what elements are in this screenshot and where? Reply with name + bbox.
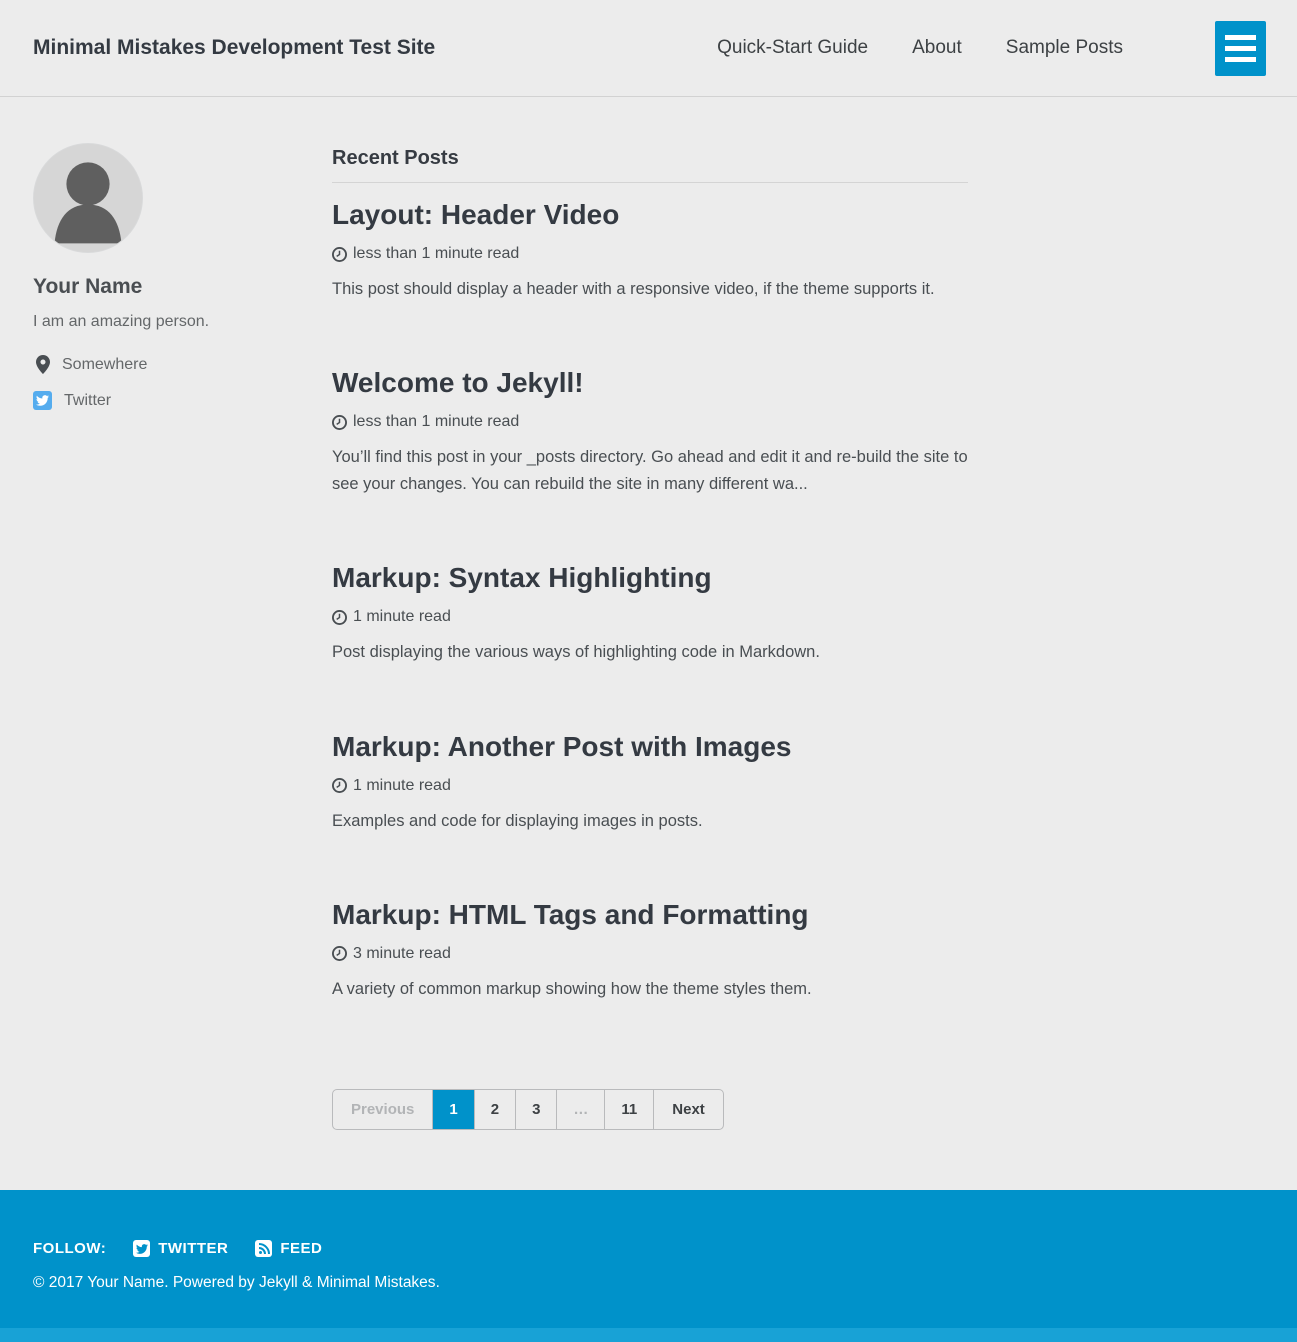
copyright-mid: & <box>297 1274 317 1292</box>
post-entry <box>332 731 968 834</box>
author-bio: I am an amazing person. <box>33 313 210 330</box>
pagination <box>332 1089 724 1130</box>
pagination-ellipsis: … <box>557 1090 605 1129</box>
page-footer <box>0 1190 1297 1328</box>
post-title-link[interactable]: Markup: HTML Tags and Formatting <box>332 898 809 930</box>
pagination-page-2[interactable]: 2 <box>475 1090 516 1129</box>
recent-posts-heading: Recent Posts <box>332 147 968 183</box>
copyright <box>33 1274 1297 1292</box>
copyright-prefix: © 2017 Your Name. Powered by <box>33 1274 259 1292</box>
clock-icon <box>332 610 347 625</box>
person-silhouette-icon <box>34 144 142 252</box>
masthead-nav <box>717 21 1266 76</box>
pagination-page-11[interactable]: 11 <box>605 1090 654 1129</box>
read-time: 1 minute read <box>353 776 451 794</box>
post-excerpt: Examples and code for displaying images in posts. <box>332 811 703 830</box>
author-sidebar <box>0 97 300 427</box>
location-label: Somewhere <box>62 355 148 373</box>
post-meta <box>332 413 968 431</box>
post-excerpt: This post should display a header with a responsive video, if the theme supports it. <box>332 280 935 298</box>
post-title-link[interactable]: Layout: Header Video <box>332 199 620 230</box>
twitter-square-icon <box>133 1240 150 1257</box>
clock-icon <box>332 778 347 793</box>
post-entry <box>332 899 968 1002</box>
hamburger-menu-button[interactable] <box>1215 21 1266 76</box>
footer-twitter-label: TWITTER <box>158 1240 229 1258</box>
author-location <box>33 355 300 374</box>
nav-link-quick-start-guide[interactable]: Quick-Start Guide <box>717 37 869 58</box>
masthead <box>0 0 1297 97</box>
post-meta <box>332 608 968 626</box>
location-pin-icon <box>36 355 50 374</box>
author-links <box>33 355 300 410</box>
clock-icon <box>332 946 347 961</box>
post-entry <box>332 367 968 497</box>
hamburger-icon <box>1225 35 1256 40</box>
read-time: 3 minute read <box>353 944 451 962</box>
post-excerpt: You’ll find this post in your _posts directory. Go ahead and edit it and re-build the site to see your changes. You can rebuild the site in many different wa... <box>332 448 968 493</box>
read-time: less than 1 minute read <box>353 413 520 431</box>
post-excerpt: Post displaying the various ways of highlighting code in Markdown. <box>332 643 820 662</box>
rss-square-icon <box>255 1240 272 1257</box>
main-content <box>300 97 1000 1190</box>
post-title-link[interactable]: Markup: Syntax Highlighting <box>332 562 712 594</box>
post-title-link[interactable]: Markup: Another Post with Images <box>332 730 792 762</box>
clock-icon <box>332 415 347 430</box>
pagination-page-3[interactable]: 3 <box>516 1090 557 1129</box>
copyright-suffix: . <box>435 1274 440 1292</box>
page-body <box>0 97 1297 1190</box>
author-twitter-link[interactable] <box>33 391 300 410</box>
footer-bottom-strip <box>0 1328 1297 1342</box>
follow-label: FOLLOW: <box>33 1240 107 1258</box>
footer-twitter-link[interactable] <box>133 1240 228 1257</box>
post-meta <box>332 945 968 963</box>
read-time: 1 minute read <box>353 608 451 626</box>
jekyll-link[interactable]: Jekyll <box>258 1274 298 1292</box>
post-meta <box>332 777 968 795</box>
twitter-label: Twitter <box>64 391 112 409</box>
pagination-page-1[interactable]: 1 <box>433 1090 474 1129</box>
avatar <box>33 143 143 253</box>
post-entry <box>332 199 968 302</box>
author-name: Your Name <box>33 275 143 298</box>
post-title-link[interactable]: Welcome to Jekyll! <box>332 367 584 399</box>
site-title[interactable]: Minimal Mistakes Development Test Site <box>33 36 436 59</box>
twitter-icon <box>33 391 52 410</box>
footer-feed-label: FEED <box>280 1240 323 1258</box>
clock-icon <box>332 247 347 262</box>
minimal-mistakes-link[interactable]: Minimal Mistakes <box>316 1274 436 1292</box>
pagination-previous[interactable]: Previous <box>333 1090 433 1129</box>
post-entry <box>332 562 968 665</box>
post-list <box>332 199 968 1002</box>
pagination-next[interactable]: Next <box>672 1101 705 1119</box>
post-meta <box>332 245 968 263</box>
nav-link-about[interactable]: About <box>912 37 962 58</box>
post-excerpt: A variety of common markup showing how the theme styles them. <box>332 979 812 998</box>
follow-row <box>33 1240 1297 1257</box>
read-time: less than 1 minute read <box>353 245 520 262</box>
footer-feed-link[interactable] <box>255 1240 322 1257</box>
nav-link-sample-posts[interactable]: Sample Posts <box>1005 37 1123 58</box>
